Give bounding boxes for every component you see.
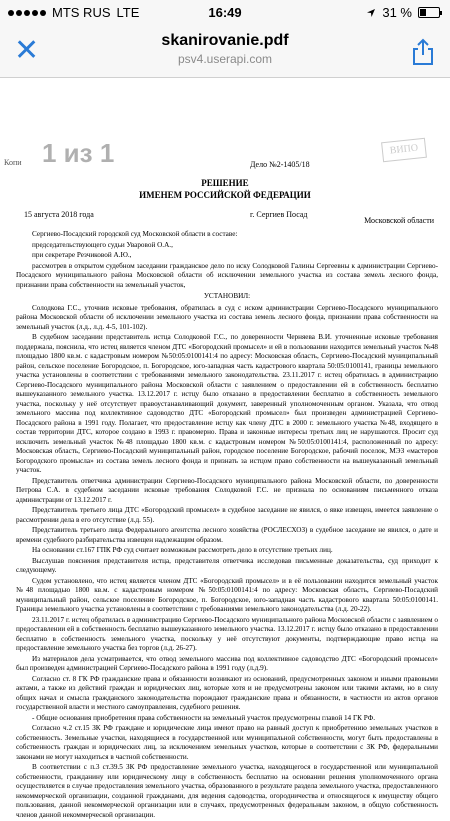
doc-paragraph: Согласно ч.2 ст.15 ЗК РФ граждане и юридические лица имеют право на равный доступ к приобретению земельных участков в собственность. Земельные участки, находящиеся в государственной или муниципальной собственности, могут быть предоставлены в собственность граждан и юридических лиц, за исключением земельных участков, которые в соответствии с ЗК РФ, федеральными законами не могут находиться в частной собственности. xyxy=(16,724,438,761)
doc-region: Московской области xyxy=(364,216,434,225)
doc-paragraph: председательствующего судьи Уваровой О.А., xyxy=(32,240,173,249)
doc-paragraph: при секретаре Резчиковой А.Ю., xyxy=(32,251,132,259)
doc-heading: РЕШЕНИЕ xyxy=(201,178,249,188)
file-source: psv4.userapi.com xyxy=(177,52,273,66)
doc-paragraph: Солодкова Г.С., уточнив исковые требования, обратилась в суд с иском администрации Сергиево-Посадского муниципального района Московской области об исключении земельного участка из состава земель лесного фонда, признании права собственности на земельный участок (л.д., л.д. 4-5, 101-102). xyxy=(16,303,438,331)
doc-paragraph: Из материалов дела усматривается, что отвод земельного массива под коллективное садоводство ДТС «Богородский промысел» был произведен администрацией Сергиево-Посадского района в 1991 году (л.д.9). xyxy=(16,654,438,672)
doc-city: г. Сергиев Посад xyxy=(250,210,308,219)
document-page[interactable] xyxy=(0,78,450,819)
location-icon xyxy=(366,8,376,18)
clock: 16:49 xyxy=(208,5,242,20)
share-icon[interactable] xyxy=(410,38,436,66)
doc-subheading: ИМЕНЕМ РОССИЙСКОЙ ФЕДЕРАЦИИ xyxy=(139,190,311,200)
battery-percent: 31 % xyxy=(382,5,412,20)
doc-paragraph: Представитель третьего лица Федерального агентства лесного хозяйства (РОСЛЕСХОЗ) в судебное заседание не явился, о дате и времени судебного разбирательства извещен надлежащим образом. xyxy=(16,526,438,544)
close-icon[interactable]: ✕ xyxy=(14,34,40,67)
doc-paragraph: рассмотрев в открытом судебном заседании гражданское дело по иску Солодковой Галины Сергеевны к администрации Сергиево-Посадского муниципального района Московской области об исключении земельного участка из состава земель лесного фонда, признании права собственности на земельный участок, xyxy=(16,261,438,289)
copy-label: Копи xyxy=(4,158,22,167)
stamp: ВИПО xyxy=(381,138,427,162)
doc-paragraph: В судебном заседании представитель истца Солодковой Г.С., по доверенности Черняева В.И. уточненные исковые требования поддержала, пояснила, что истец является членом ДТС «Богородский промысел» и ей в пользовании находится земельный участок №48 площадью 1800 кв.м. с кадастровым номером №50:05:0100141:4 по адресу: Московская область, Сергиево-Посадский муниципальный район, сельское поселение Богородское, п. Богородское, юго-западная часть кадастрового квартала 50:05:0100141, границы земельного участка установлены в соответствии с требованиями земельного законодательства. 23.11.2017 г. истец обратилась в администрацию Сергиево-Посадского муниципального района Московской области с заявлением о предоставлении ей в собственность бесплатно вышеуказанного земельного участка. 13.12.2017 г. истцу было отказано в предоставлении бесплатно в собственность земельного участка, поскольку у неё отсутствует правоустанавливающий документ, заверенный уполномоченным органом. Указала, что отвод земельного массива под коллективное садоводство ДТС «Богородский промысел» был произведен администрацией Сергиево-Посадского района в 1991 году. Полагает, что предоставление истцу как члену ДТС в 2000 г. земельного участка №48, входящего в состав территории ДТС, которое создано в 1993 г. правомерно. Права и законные интересы третьих лиц не нарушаются. Просит суд исключить земельный участок №48 площадью 1800 кв.м. с кадастровым номером №50:05:0100141:4, расположенный по адресу: Московская область, Сергиево-Посадский муниципальный район, городское поселение Богородское, рабочий поселок, МЭЗ «мастеров Богородского промысла» из состава земель лесного фонда и признать за истцом право собственности на вышеуказанный земельный участок. xyxy=(16,333,438,474)
file-title: skanirovanie.pdf xyxy=(161,32,289,49)
doc-paragraph: На основании ст.167 ГПК РФ суд считает возможным рассмотреть дело в отсутствие третьих лиц. xyxy=(32,546,333,554)
header-titles xyxy=(60,32,390,66)
doc-paragraph: Представитель третьего лица ДТС «Богородский промысел» в судебное заседание не явился, о явке извещен, имеется заявление о рассмотрении дела в его отсутствие (л.д. 55). xyxy=(16,506,438,524)
doc-paragraph: УСТАНОВИЛ: xyxy=(203,292,251,300)
page-indicator: 1 из 1 xyxy=(42,138,115,168)
doc-body xyxy=(16,230,438,821)
doc-paragraph: Согласно ст. 8 ГК РФ гражданские права и обязанности возникают из оснований, предусмотренных законом и иными правовыми актами, а также из действий граждан и юридических лиц, которые хотя и не предусмотрены законом или такими актами, но в силу общих начал и смысла гражданского законодательства порождают гражданские права и обязанности, в частности из актов органов государственной власти и местного самоуправления, судебного решения. xyxy=(16,674,438,711)
battery-fill xyxy=(420,9,426,16)
doc-paragraph: В соответствии с п.3 ст.39.5 ЗК РФ предоставление земельного участка, находящегося в государственной или муниципальной собственности, гражданину или юридическому лицу в собственность бесплатно на основании решения уполномоченного органа осуществляется в случае предоставления земельного участка, образованного в результате раздела земельного участка, предоставленного некоммерческой организации, созданной гражданами, для ведения садоводства, огородничества и относящегося к имуществу общего пользования, данной некоммерческой организации или в случаях, предусмотренных федеральным законом, в общую собственность членов данной некоммерческой организации. xyxy=(16,763,438,819)
battery-icon xyxy=(418,7,440,18)
viewer-header xyxy=(0,26,450,78)
status-right xyxy=(366,5,440,20)
doc-date: 15 августа 2018 года xyxy=(24,210,94,219)
doc-paragraph: Выслушав пояснения представителя истца, представителя ответчика исследовав письменные доказательства, суд приходит к следующему. xyxy=(16,556,438,574)
doc-paragraph: Судом установлено, что истец является членом ДТС «Богородский промысел» и в её пользовании находится земельный участок №48 площадью 1800 кв.м. с кадастровым номером №50:05:0100141:4 по адресу: Московская область, Сергиево-Посадский муниципальный район, сельское поселение Богородское, п. Богородское, юго-западная часть кадастрового квартала 50:05:0100141. Границы земельного участка установлены в соответствии с требованиями земельного законодательства (л.д. 20-22). xyxy=(16,576,438,613)
doc-paragraph: 23.11.2017 г. истец обратилась в администрацию Сергиево-Посадского муниципального района Московской области с заявлением о предоставлении ей в собственность бесплатно вышеуказанного земельного участка. 13.12.2017 г. истцу было отказано в предоставлении бесплатно в собственность земельного участка, поскольку у неё отсутствуют документы, подтверждающие право истца на предоставление земельного участка без торгов (л.д. 26-27). xyxy=(16,615,438,652)
status-bar xyxy=(0,0,450,26)
doc-paragraph: Сергиево-Посадский городской суд Московской области в составе: xyxy=(32,230,238,238)
doc-paragraph: - Общие основания приобретения права собственности на земельный участок предусмотрены главой 14 ГК РФ. xyxy=(32,713,376,722)
network-label: LTE xyxy=(116,5,140,20)
case-number: Дело №2-1405/18 xyxy=(250,160,310,169)
carrier-label: MTS RUS xyxy=(52,5,111,20)
doc-paragraph: Представитель ответчика администрации Сергиево-Посадского муниципального района Московской области, по доверенности Петрова С.А. в судебном заседании исковые требования Солодковой Г.С. не признала по основаниям письменного отказа администрации от 13.12.2017 г. xyxy=(16,476,438,504)
